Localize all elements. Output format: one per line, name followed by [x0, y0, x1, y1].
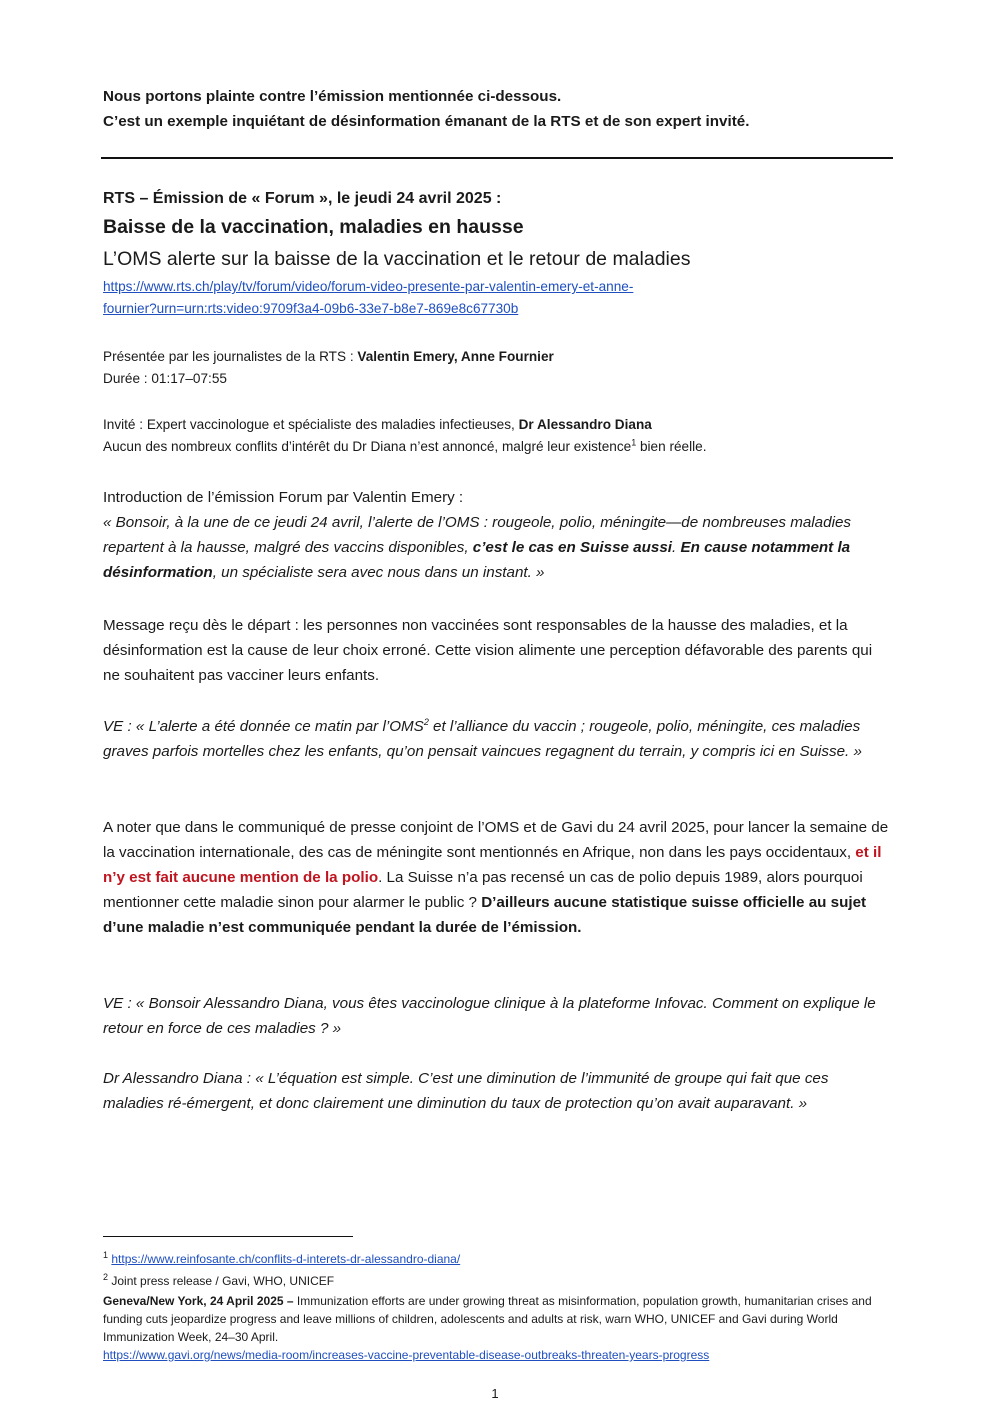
gavi-link-line — [103, 1346, 893, 1364]
page-number: 1 — [491, 1386, 499, 1401]
footnote-1: $^1$ https://www.reinfosante.ch/conflits-d-interets-dr-alessandro-diana/ — [103, 1250, 461, 1266]
presenters-block — [103, 346, 893, 390]
show-url-line-1[interactable]: https://www.rts.ch/play/tv/forum/video/forum-video-presente-par-valentin-emery-et-anne- — [103, 279, 634, 294]
intro-block — [103, 485, 893, 585]
complaint-line-2: C’est un exemple inquiétant de désinformation émanant de la RTS et de son expert invité. — [103, 113, 750, 130]
complaint-line-1: Nous portons plainte contre l’émission mentionnée ci-dessous. — [103, 88, 562, 105]
show-title: Baisse de la vaccination, maladies en hausse — [103, 216, 524, 238]
footnote-2: $^2$ Joint press release / Gavi, WHO, UNICEF — [103, 1272, 335, 1288]
footnote-1-link[interactable]: https://www.reinfosante.ch/conflits-d-interets-dr-alessandro-diana/ — [111, 1252, 461, 1266]
duration-line: Durée : 01:17–07:55 — [103, 371, 227, 386]
footnote-ref-2[interactable]: 2 — [423, 716, 429, 727]
guest-line: Invité : Expert vaccinologue et spécialiste des maladies infectieuses, Dr Alessandro Diana — [103, 417, 652, 432]
press-release-excerpt: Geneva/New York, 24 April 2025 – Immunization efforts are under growing threat as misinformation, population growth, humanitarian crises and funding cuts jeopardize progress and leave millions of children, adolescents and adults at risk, warn WHO, UNICEF and Gavi during World Immunization Week, 24–30 April. — [103, 1294, 872, 1344]
complaint-notice — [103, 84, 893, 134]
ve-quote-1: VE : « L’alerte a été donnée ce matin par l’OMS$^2$ et l’alliance du vaccin ; rougeole, polio, méningite, ces maladies graves parfois mortelles chez les enfants, qu’on pensait vaincues regagnent du terrain, y compris ici en Suisse. » — [103, 716, 862, 760]
no-statistics-note: D’ailleurs aucune statistique suisse officielle au sujet d’une maladie n’est communiquée pendant la durée de l’émission. — [103, 894, 867, 936]
presenters-line: Présentée par les journalistes de la RTS : Valentin Emery, Anne Fournier — [103, 349, 554, 364]
footnote-ref-1[interactable]: 1 — [631, 437, 637, 448]
intro-quote: « Bonsoir, à la une de ce jeudi 24 avril, l’alerte de l’OMS : rougeole, polio, méningite—de nombreuses maladies repartent à la hausse, malgré des vaccins disponibles, c’est le cas en Suisse aussi. En cause notamment la désinformation, un spécialiste sera avec nous dans un instant. » — [103, 514, 851, 581]
message-paragraph: Message reçu dès le départ : les personnes non vaccinées sont responsables de la hausse des maladies, et la désinformation est la cause de leur choix erroné. Cette vision alimente une perception défavorable des parents qui ne souhaitent pas vacciner leurs enfants. — [103, 617, 873, 684]
show-url-line-2[interactable]: fournier?urn=urn:rts:video:9709f3a4-09b6-33e7-b8e7-869e8c67730b — [103, 301, 519, 316]
ve-quote-2: VE : « Bonsoir Alessandro Diana, vous êtes vaccinologue clinique à la plateforme Infovac. Comment on explique le retour en force de ces maladies ? » — [103, 995, 876, 1037]
show-heading: RTS – Émission de « Forum », le jeudi 24 avril 2025 : — [103, 190, 502, 207]
show-subtitle: L’OMS alerte sur la baisse de la vaccination et le retour de maladies — [103, 248, 691, 270]
polio-highlight: et il n’y est fait aucune mention de la polio — [103, 844, 882, 886]
guest-name: Dr Alessandro Diana — [518, 417, 652, 432]
footnote-divider — [103, 1236, 353, 1237]
presenter-names: Valentin Emery, Anne Fournier — [357, 349, 554, 364]
horizontal-divider — [101, 157, 893, 159]
conflicts-line: Aucun des nombreux conflits d’intérêt du Dr Diana n’est annoncé, malgré leur existence$^1$ bien réelle. — [103, 437, 707, 454]
diana-quote: Dr Alessandro Diana : « L’équation est simple. C’est une diminution de l’immunité de groupe qui fait que ces maladies ré-émergent, et donc clairement une diminution du taux de protection qu’on avait auparavant. » — [103, 1070, 829, 1112]
gavi-link[interactable]: https://www.gavi.org/news/media-room/increases-vaccine-preventable-disease-outbreaks-threaten-years-progress — [103, 1348, 710, 1362]
note-paragraph: A noter que dans le communiqué de presse conjoint de l’OMS et de Gavi du 24 avril 2025, pour lancer la semaine de la vaccination internationale, des cas de méningite sont mentionnés en Afrique, non dans les pays occidentaux, et il n’y est fait aucune mention de la polio. La Suisse n’a pas recensé un cas de polio depuis 1989, alors pourquoi mentionner cette maladie sinon pour alarmer le public ? D’ailleurs aucune statistique suisse officielle au sujet d’une maladie n’est communiquée pendant la durée de l’émission. — [103, 819, 889, 936]
show-header — [103, 186, 893, 320]
show-url-link[interactable] — [103, 276, 893, 320]
intro-label: Introduction de l’émission Forum par Valentin Emery : — [103, 489, 464, 506]
guest-block — [103, 414, 893, 458]
footnotes — [103, 1250, 893, 1364]
